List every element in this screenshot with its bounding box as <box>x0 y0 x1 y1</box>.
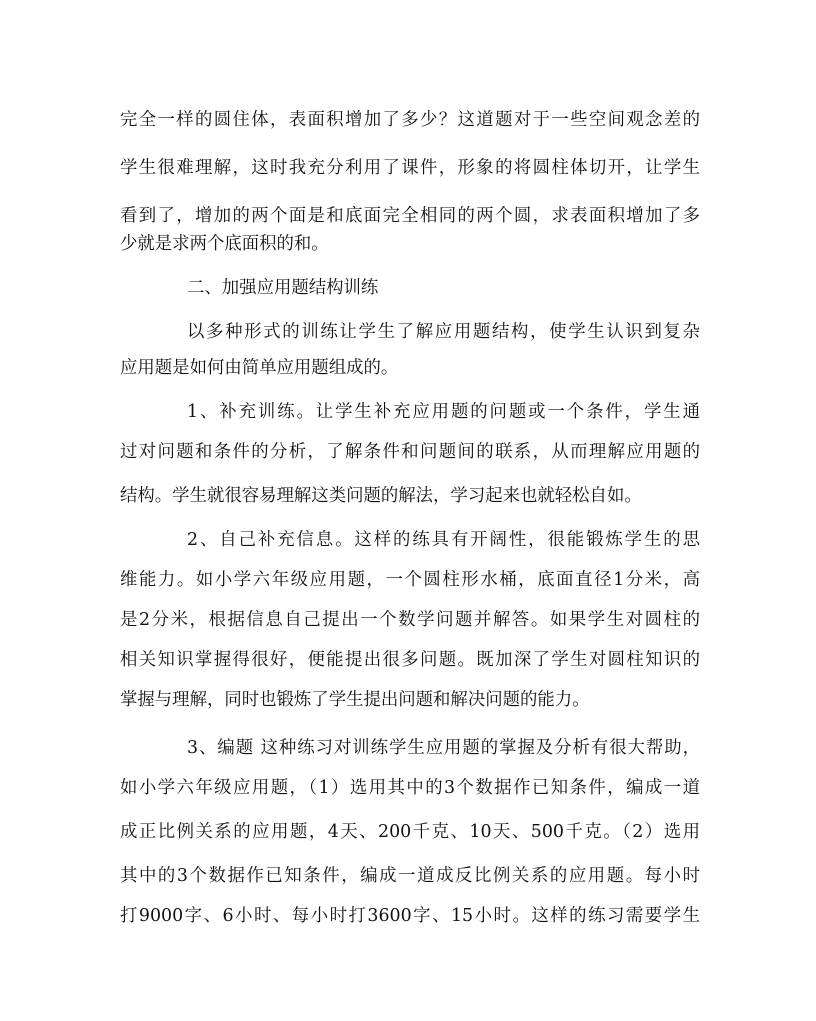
body-text-line: 学生很难理解，这时我充分利用了课件，形象的将圆柱体切开，让学生 <box>120 158 700 178</box>
body-text-line: 1、补充训练。让学生补充应用题的问题或一个条件，学生通 <box>187 402 700 422</box>
body-text-line: 如小学六年级应用题，（1）选用其中的3个数据作已知条件，编成一道 <box>120 778 700 798</box>
body-text-line: 结构。学生就很容易理解这类问题的解法，学习起来也就轻松自如。 <box>120 486 642 506</box>
body-text-line: 少就是求两个底面积的和。 <box>120 234 329 254</box>
section-heading: 二、加强应用题结构训练 <box>187 278 379 298</box>
body-text-line: 相关知识掌握得很好，便能提出很多问题。既加深了学生对圆柱知识的 <box>120 650 700 670</box>
body-text-line: 完全一样的圆住体，表面积增加了多少？这道题对于一些空间观念差的 <box>120 110 700 130</box>
body-text-line: 2、自己补充信息。这样的练具有开阔性，很能锻炼学生的思 <box>187 530 700 550</box>
body-text-line: 是2分米，根据信息自己提出一个数学问题并解答。如果学生对圆柱的 <box>120 610 700 630</box>
body-text-line: 成正比例关系的应用题，4天、200千克、10天、500千克。（2）选用 <box>120 822 700 842</box>
body-text-line: 掌握与理解，同时也锻炼了学生提出问题和解决问题的能力。 <box>120 690 590 710</box>
body-text-line: 3、编题 这种练习对训练学生应用题的掌握及分析有很大帮助， <box>187 738 700 758</box>
body-text-line: 看到了，增加的两个面是和底面完全相同的两个圆，求表面积增加了多 <box>120 206 700 226</box>
body-text-line: 维能力。如小学六年级应用题，一个圆柱形水桶，底面直径1分米，高 <box>120 570 700 590</box>
body-text-line: 以多种形式的训练让学生了解应用题结构，使学生认识到复杂 <box>187 322 700 342</box>
body-text-line: 打9000字、6小时、每小时打3600字、15小时。这样的练习需要学生 <box>120 906 700 926</box>
body-text-line: 过对问题和条件的分析，了解条件和问题间的联系，从而理解应用题的 <box>120 442 700 462</box>
body-text-line: 其中的3个数据作已知条件，编成一道成反比例关系的应用题。每小时 <box>120 866 700 886</box>
body-text-line: 应用题是如何由简单应用题组成的。 <box>120 358 399 378</box>
